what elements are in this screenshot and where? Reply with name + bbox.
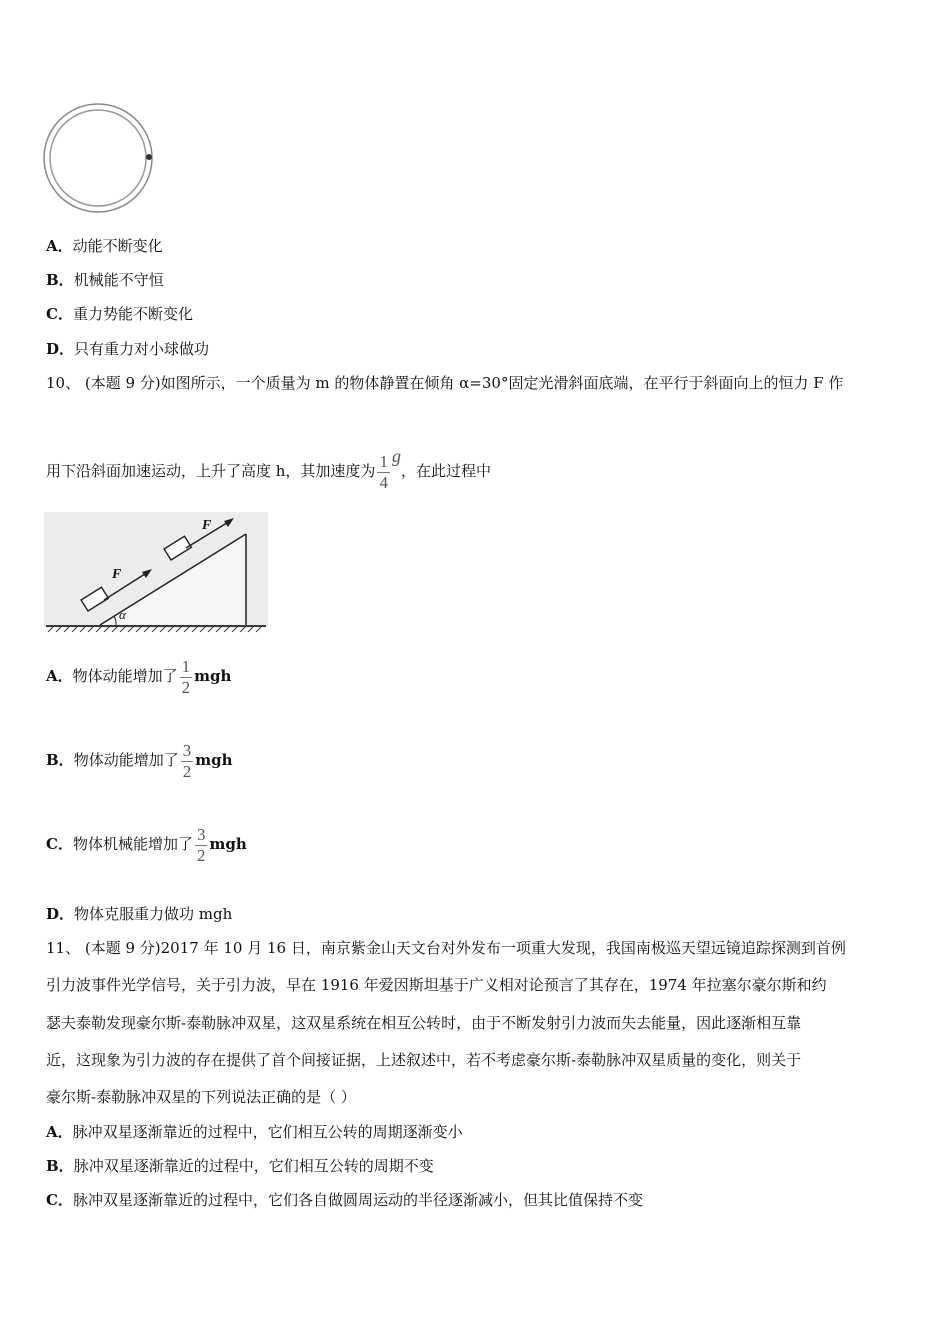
q9-option-d: D．只有重力对小球做功 xyxy=(46,340,210,358)
q9-option-a: A．动能不断变化 xyxy=(46,237,163,255)
incline-figure xyxy=(44,512,268,636)
q9-option-b: B．机械能不守恒 xyxy=(46,271,164,289)
q11-stem-line2: 引力波事件光学信号，关于引力波，早在 1916 年爱因斯坦基于广义相对论预言了其存在，1974 年拉塞尔豪尔斯和约 xyxy=(46,976,827,994)
q11-option-c: C．脉冲双星逐渐靠近的过程中，它们各自做圆周运动的半径逐渐减小，但其比值保持不变 xyxy=(46,1191,643,1209)
q9-option-c: C．重力势能不断变化 xyxy=(46,305,193,323)
q11-stem-line3: 瑟夫泰勒发现豪尔斯-泰勒脉冲双星，这双星系统在相互公转时，由于不断发射引力波而失去能量，因此逐渐相互靠 xyxy=(46,1014,802,1032)
fraction: $\frac{3}{2}$ xyxy=(182,740,192,781)
accel-fraction: $\frac{1}{4}$ xyxy=(379,451,388,492)
q10-stem-line2: 用下沿斜面加速运动，上升了高度 h，其加速度为 $\frac{1}{4}$ g，在此过程中 xyxy=(46,446,491,492)
q11-stem-line5: 豪尔斯-泰勒脉冲双星的下列说法正确的是（ ） xyxy=(46,1088,356,1106)
q10-option-a: A．物体动能增加了 $\frac{1}{2}$ mgh xyxy=(46,656,232,697)
q11-stem-line4: 近，这现象为引力波的存在提供了首个间接证据，上述叙述中，若不考虑豪尔斯-泰勒脉冲双星质量的变化，则关于 xyxy=(46,1051,802,1069)
q10-option-d: D．物体克服重力做功 mgh xyxy=(46,905,233,923)
q10-option-b: B．物体动能增加了 $\frac{3}{2}$ mgh xyxy=(46,740,233,781)
label-f2: F xyxy=(202,518,212,533)
fraction: $\frac{1}{2}$ xyxy=(181,656,191,697)
ball-icon xyxy=(146,154,152,160)
fraction: $\frac{3}{2}$ xyxy=(196,824,206,865)
q11-option-a: A．脉冲双星逐渐靠近的过程中，它们相互公转的周期逐渐变小 xyxy=(46,1123,463,1141)
q10-option-c: C．物体机械能增加了 $\frac{3}{2}$ mgh xyxy=(46,824,247,865)
q10-stem-line1: 10、 (本题 9 分)如图所示，一个质量为 m 的物体静置在倾角 α=30°固定光滑斜面底端，在平行于斜面向上的恒力 F 作 xyxy=(46,374,844,392)
label-alpha: α xyxy=(119,607,126,622)
ring-figure xyxy=(40,100,160,218)
q11-option-b: B．脉冲双星逐渐靠近的过程中，它们相互公转的周期不变 xyxy=(46,1157,434,1175)
label-f1: F xyxy=(112,567,122,582)
q11-stem-line1: 11、 (本题 9 分)2017 年 10 月 16 日，南京紫金山天文台对外发布一项重大发现，我国南极巡天望远镜追踪探测到首例 xyxy=(46,939,846,957)
